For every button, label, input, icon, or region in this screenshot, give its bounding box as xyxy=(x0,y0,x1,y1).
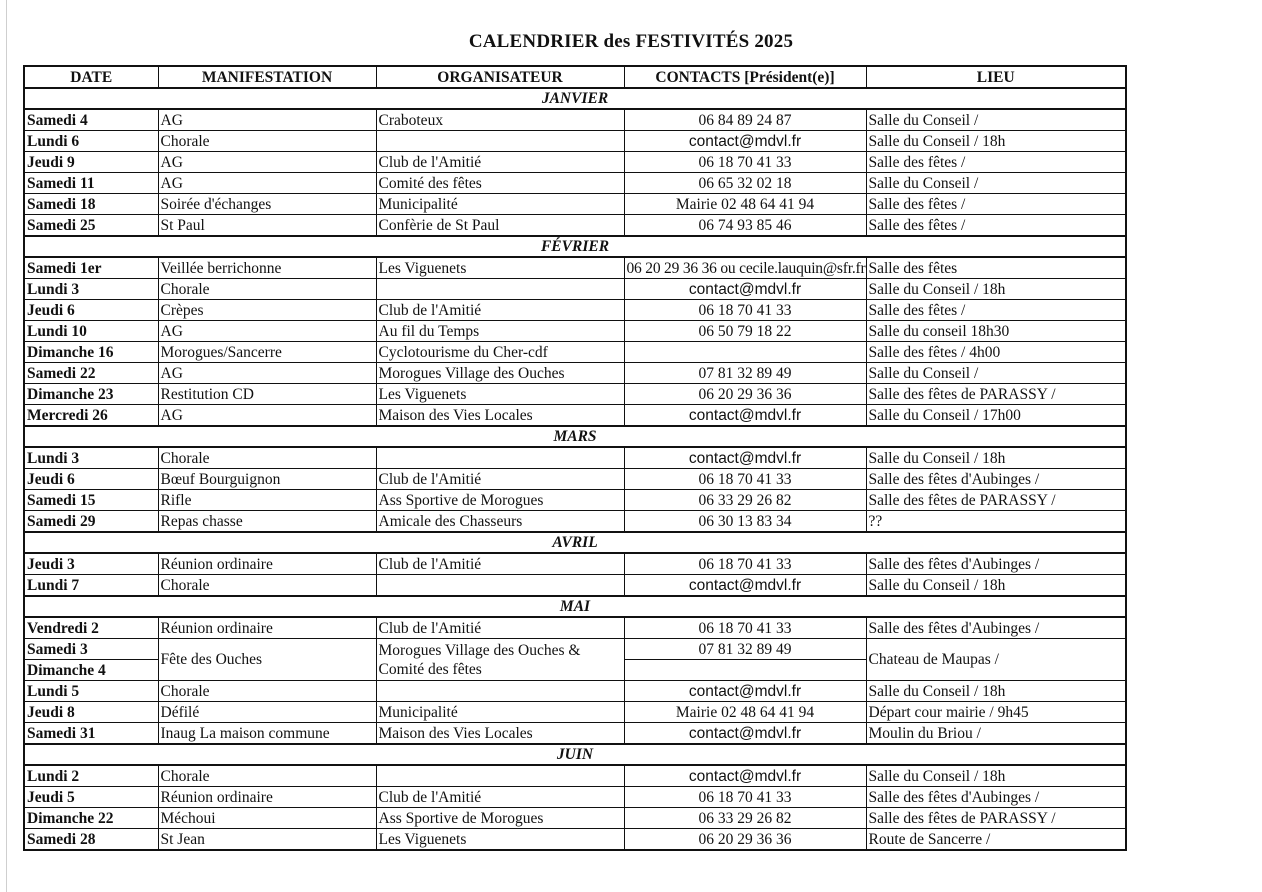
manifestation-cell: Réunion ordinaire xyxy=(158,787,376,808)
manifestation-cell: AG xyxy=(158,173,376,194)
organisateur-cell: Les Viguenets xyxy=(376,257,624,279)
contact-cell: 06 20 29 36 36 xyxy=(624,384,866,405)
table-row xyxy=(24,469,1126,490)
month-row xyxy=(24,596,1126,617)
lieu-cell: Salle du Conseil / 18h xyxy=(866,575,1126,597)
manifestation-cell: Défilé xyxy=(158,702,376,723)
manifestation-cell: Méchoui xyxy=(158,808,376,829)
date-cell: Mercredi 26 xyxy=(24,405,158,427)
contact-cell: contact@mdvl.fr xyxy=(624,405,866,427)
lieu-cell: Salle des fêtes d'Aubinges / xyxy=(866,617,1126,639)
month-row xyxy=(24,236,1126,257)
contact-cell: 07 81 32 89 49 xyxy=(624,363,866,384)
lieu-cell: Salle des fêtes de PARASSY / xyxy=(866,808,1126,829)
contact-cell: 06 74 93 85 46 xyxy=(624,215,866,237)
table-row xyxy=(24,575,1126,597)
date-cell: Samedi 28 xyxy=(24,829,158,851)
contact-cell: 06 33 29 26 82 xyxy=(624,490,866,511)
date-cell: Lundi 2 xyxy=(24,765,158,787)
month-row xyxy=(24,532,1126,553)
manifestation-cell: Fête des Ouches xyxy=(158,639,376,681)
table-body xyxy=(24,88,1126,850)
manifestation-cell: St Paul xyxy=(158,215,376,237)
date-cell: Samedi 22 xyxy=(24,363,158,384)
contact-cell: 06 65 32 02 18 xyxy=(624,173,866,194)
organisateur-cell: Club de l'Amitié xyxy=(376,787,624,808)
contact-cell: contact@mdvl.fr xyxy=(624,279,866,300)
organisateur-cell: Club de l'Amitié xyxy=(376,469,624,490)
organisateur-cell: Morogues Village des Ouches xyxy=(376,363,624,384)
header-date: DATE xyxy=(24,66,158,88)
lieu-cell: Salle des fêtes de PARASSY / xyxy=(866,490,1126,511)
organisateur-cell xyxy=(376,681,624,702)
table-row-merged xyxy=(24,639,1126,660)
month-label: JUIN xyxy=(24,744,1126,765)
header-contacts: CONTACTS [Président(e)] xyxy=(624,66,866,88)
organisateur-cell: Amicale des Chasseurs xyxy=(376,511,624,533)
organisateur-cell: Craboteux xyxy=(376,109,624,131)
contact-cell: Mairie 02 48 64 41 94 xyxy=(624,194,866,215)
contact-cell: 06 20 29 36 36 ou cecile.lauquin@sfr.fr xyxy=(624,257,866,279)
lieu-cell: Salle du Conseil / 18h xyxy=(866,765,1126,787)
date-cell: Jeudi 8 xyxy=(24,702,158,723)
date-cell: Samedi 18 xyxy=(24,194,158,215)
table-row xyxy=(24,787,1126,808)
date-cell: Samedi 4 xyxy=(24,109,158,131)
table-row xyxy=(24,321,1126,342)
organisateur-cell: Les Viguenets xyxy=(376,829,624,851)
manifestation-cell: Crèpes xyxy=(158,300,376,321)
lieu-cell: Salle du Conseil / xyxy=(866,363,1126,384)
table-row xyxy=(24,553,1126,575)
contact-cell: 06 18 70 41 33 xyxy=(624,469,866,490)
date-cell: Vendredi 2 xyxy=(24,617,158,639)
table-row xyxy=(24,152,1126,173)
lieu-cell: Salle des fêtes / xyxy=(866,300,1126,321)
organisateur-cell: Club de l'Amitié xyxy=(376,617,624,639)
contact-cell: 06 50 79 18 22 xyxy=(624,321,866,342)
contact-cell xyxy=(624,342,866,363)
month-row xyxy=(24,744,1126,765)
manifestation-cell: Chorale xyxy=(158,575,376,597)
date-cell: Jeudi 3 xyxy=(24,553,158,575)
date-cell: Samedi 31 xyxy=(24,723,158,745)
contact-cell: 06 18 70 41 33 xyxy=(624,152,866,173)
manifestation-cell: Inaug La maison commune xyxy=(158,723,376,745)
manifestation-cell: Chorale xyxy=(158,131,376,152)
date-cell: Samedi 29 xyxy=(24,511,158,533)
organisateur-cell: Municipalité xyxy=(376,702,624,723)
organisateur-cell: Club de l'Amitié xyxy=(376,300,624,321)
lieu-cell: Salle du Conseil / 18h xyxy=(866,447,1126,469)
manifestation-cell: AG xyxy=(158,109,376,131)
table-row xyxy=(24,829,1126,851)
manifestation-cell: Repas chasse xyxy=(158,511,376,533)
contact-cell: 07 81 32 89 49 xyxy=(624,639,866,660)
table-row xyxy=(24,194,1126,215)
month-label: JANVIER xyxy=(24,88,1126,109)
date-cell: Samedi 11 xyxy=(24,173,158,194)
manifestation-cell: Réunion ordinaire xyxy=(158,553,376,575)
manifestation-cell: Chorale xyxy=(158,765,376,787)
table-row xyxy=(24,405,1126,427)
lieu-cell: Salle du Conseil / 18h xyxy=(866,279,1126,300)
table-row xyxy=(24,702,1126,723)
organisateur-cell xyxy=(376,575,624,597)
table-row xyxy=(24,511,1126,533)
month-label: MARS xyxy=(24,426,1126,447)
month-label: MAI xyxy=(24,596,1126,617)
organisateur-cell xyxy=(376,131,624,152)
contact-cell: contact@mdvl.fr xyxy=(624,447,866,469)
organisateur-cell xyxy=(376,639,624,681)
contact-cell: contact@mdvl.fr xyxy=(624,681,866,702)
date-cell: Lundi 5 xyxy=(24,681,158,702)
lieu-cell: ?? xyxy=(866,511,1126,533)
organisateur-cell: Comité des fêtes xyxy=(376,173,624,194)
organisateur-cell xyxy=(376,447,624,469)
date-cell: Lundi 3 xyxy=(24,447,158,469)
date-cell: Samedi 15 xyxy=(24,490,158,511)
contact-cell: 06 33 29 26 82 xyxy=(624,808,866,829)
contact-cell: contact@mdvl.fr xyxy=(624,765,866,787)
contact-cell: 06 20 29 36 36 xyxy=(624,829,866,851)
organisateur-cell: Les Viguenets xyxy=(376,384,624,405)
table-row xyxy=(24,363,1126,384)
organisateur-cell: Municipalité xyxy=(376,194,624,215)
header-manifestation: MANIFESTATION xyxy=(158,66,376,88)
lieu-cell: Salle des fêtes d'Aubinges / xyxy=(866,469,1126,490)
organisateur-line: Comité des fêtes xyxy=(378,660,482,678)
organisateur-cell: Cyclotourisme du Cher-cdf xyxy=(376,342,624,363)
lieu-cell: Salle des fêtes / xyxy=(866,152,1126,173)
header-row xyxy=(24,66,1126,88)
manifestation-cell: Restitution CD xyxy=(158,384,376,405)
lieu-cell: Salle des fêtes / 4h00 xyxy=(866,342,1126,363)
lieu-cell: Salle des fêtes d'Aubinges / xyxy=(866,553,1126,575)
contact-cell: 06 18 70 41 33 xyxy=(624,553,866,575)
date-cell: Dimanche 22 xyxy=(24,808,158,829)
month-label: FÉVRIER xyxy=(24,236,1126,257)
lieu-cell: Salle du Conseil / xyxy=(866,173,1126,194)
month-row xyxy=(24,88,1126,109)
table-row xyxy=(24,109,1126,131)
date-cell: Dimanche 23 xyxy=(24,384,158,405)
table-row xyxy=(24,384,1126,405)
date-cell: Samedi 1er xyxy=(24,257,158,279)
date-cell: Lundi 10 xyxy=(24,321,158,342)
organisateur-cell xyxy=(376,279,624,300)
manifestation-cell: AG xyxy=(158,152,376,173)
lieu-cell: Salle des fêtes / xyxy=(866,215,1126,237)
lieu-cell: Salle des fêtes xyxy=(866,257,1126,279)
date-cell: Jeudi 9 xyxy=(24,152,158,173)
lieu-cell: Salle des fêtes / xyxy=(866,194,1126,215)
table-row xyxy=(24,681,1126,702)
header-organisateur: ORGANISATEUR xyxy=(376,66,624,88)
organisateur-cell xyxy=(376,765,624,787)
table-row xyxy=(24,765,1126,787)
table-row xyxy=(24,490,1126,511)
festivities-table xyxy=(23,65,1127,851)
manifestation-cell: St Jean xyxy=(158,829,376,851)
contact-cell: 06 30 13 83 34 xyxy=(624,511,866,533)
date-cell: Lundi 3 xyxy=(24,279,158,300)
manifestation-cell: Morogues/Sancerre xyxy=(158,342,376,363)
table-row xyxy=(24,617,1126,639)
lieu-cell: Salle des fêtes d'Aubinges / xyxy=(866,787,1126,808)
organisateur-line: Morogues Village des Ouches & xyxy=(378,641,581,659)
date-cell: Lundi 7 xyxy=(24,575,158,597)
table-row xyxy=(24,257,1126,279)
table-row xyxy=(24,173,1126,194)
organisateur-cell: Maison des Vies Locales xyxy=(376,723,624,745)
contact-cell: contact@mdvl.fr xyxy=(624,723,866,745)
manifestation-cell: Chorale xyxy=(158,681,376,702)
date-cell: Samedi 25 xyxy=(24,215,158,237)
page-title: CALENDRIER des FESTIVITÉS 2025 xyxy=(468,31,794,52)
table-row xyxy=(24,723,1126,745)
table-row xyxy=(24,279,1126,300)
scan-edge-line xyxy=(6,0,7,892)
date-cell: Jeudi 6 xyxy=(24,300,158,321)
lieu-cell: Salle du Conseil / 17h00 xyxy=(866,405,1126,427)
contact-cell: 06 18 70 41 33 xyxy=(624,787,866,808)
date-cell: Jeudi 6 xyxy=(24,469,158,490)
organisateur-cell: Maison des Vies Locales xyxy=(376,405,624,427)
date-cell: Samedi 3 xyxy=(24,639,158,660)
manifestation-cell: Rifle xyxy=(158,490,376,511)
lieu-cell: Salle du Conseil / 18h xyxy=(866,131,1126,152)
lieu-cell: Chateau de Maupas / xyxy=(866,639,1126,681)
header-lieu: LIEU xyxy=(866,66,1126,88)
lieu-cell: Moulin du Briou / xyxy=(866,723,1126,745)
organisateur-cell: Club de l'Amitié xyxy=(376,152,624,173)
manifestation-cell: AG xyxy=(158,405,376,427)
lieu-cell: Salle du conseil 18h30 xyxy=(866,321,1126,342)
contact-cell: contact@mdvl.fr xyxy=(624,575,866,597)
manifestation-cell: AG xyxy=(158,363,376,384)
table-row xyxy=(24,215,1126,237)
manifestation-cell: Chorale xyxy=(158,279,376,300)
lieu-cell: Départ cour mairie / 9h45 xyxy=(866,702,1126,723)
lieu-cell: Salle du Conseil / 18h xyxy=(866,681,1126,702)
contact-cell: Mairie 02 48 64 41 94 xyxy=(624,702,866,723)
table-row xyxy=(24,131,1126,152)
manifestation-cell: AG xyxy=(158,321,376,342)
contact-cell: 06 18 70 41 33 xyxy=(624,617,866,639)
month-row xyxy=(24,426,1126,447)
table-row xyxy=(24,447,1126,469)
contact-cell: contact@mdvl.fr xyxy=(624,131,866,152)
organisateur-cell: Confèrie de St Paul xyxy=(376,215,624,237)
contact-cell: 06 18 70 41 33 xyxy=(624,300,866,321)
month-label: AVRIL xyxy=(24,532,1126,553)
organisateur-cell: Club de l'Amitié xyxy=(376,553,624,575)
organisateur-cell: Ass Sportive de Morogues xyxy=(376,490,624,511)
contact-cell: 06 84 89 24 87 xyxy=(624,109,866,131)
date-cell: Lundi 6 xyxy=(24,131,158,152)
lieu-cell: Route de Sancerre / xyxy=(866,829,1126,851)
lieu-cell: Salle des fêtes de PARASSY / xyxy=(866,384,1126,405)
manifestation-cell: Bœuf Bourguignon xyxy=(158,469,376,490)
organisateur-cell: Au fil du Temps xyxy=(376,321,624,342)
table-row xyxy=(24,300,1126,321)
manifestation-cell: Chorale xyxy=(158,447,376,469)
manifestation-cell: Veillée berrichonne xyxy=(158,257,376,279)
contact-cell-empty xyxy=(624,660,866,681)
organisateur-cell: Ass Sportive de Morogues xyxy=(376,808,624,829)
table-row xyxy=(24,808,1126,829)
table-row xyxy=(24,342,1126,363)
manifestation-cell: Soirée d'échanges xyxy=(158,194,376,215)
date-cell: Dimanche 16 xyxy=(24,342,158,363)
manifestation-cell: Réunion ordinaire xyxy=(158,617,376,639)
date-cell: Jeudi 5 xyxy=(24,787,158,808)
date-cell: Dimanche 4 xyxy=(24,660,158,681)
lieu-cell: Salle du Conseil / xyxy=(866,109,1126,131)
